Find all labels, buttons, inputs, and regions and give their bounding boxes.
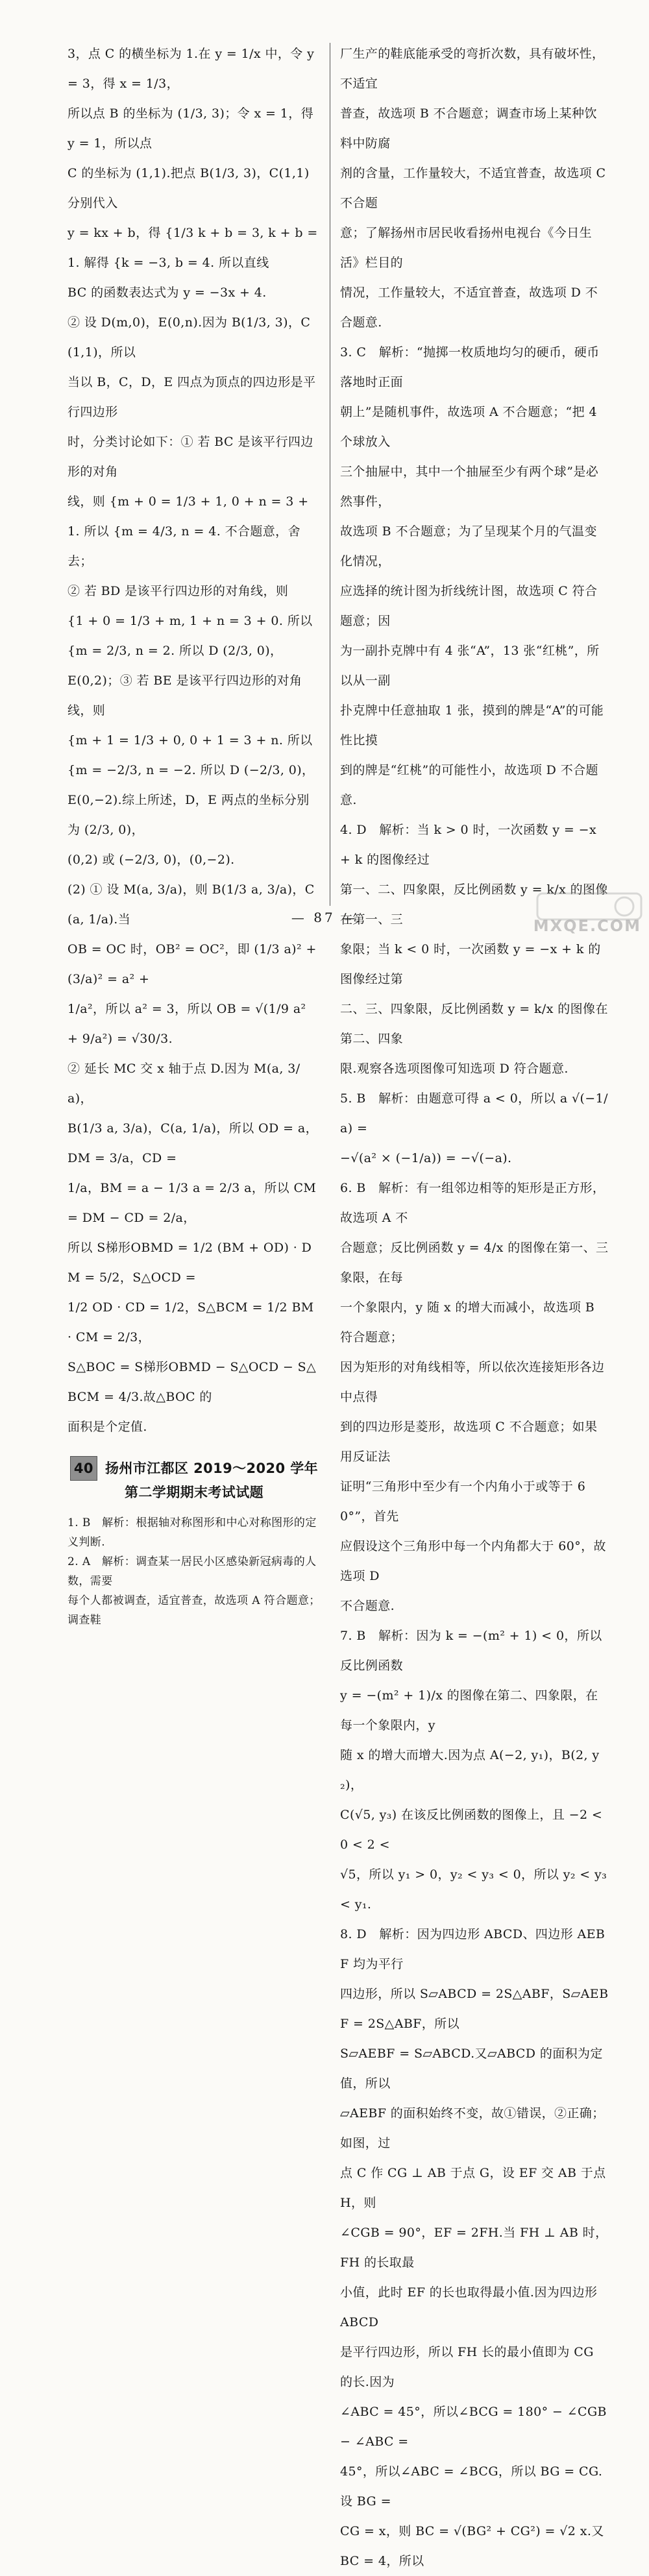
right-line: 8. D 解析：因为四边形 ABCD、四边形 AEBF 均为平行 — [340, 1927, 606, 1971]
right-line: 到的牌是“红桃”的可能性小，故选项 D 不合题意. — [340, 763, 598, 807]
right-column — [340, 39, 609, 2576]
section-number: 40 — [70, 1456, 97, 1481]
right-line: 证明“三角形中至少有一个内角小于或等于 60°”，首先 — [340, 1479, 586, 1524]
right-line: 二、三、四象限，反比例函数 y = k/x 的图像在第二、四象 — [340, 1002, 608, 1046]
right-line: 小值，此时 EF 的长也取得最小值.因为四边形 ABCD — [340, 2285, 598, 2329]
right-line: 应假设这个三角形中每一个内角都大于 60°，故选项 D — [340, 1539, 606, 1583]
left-line: B(1/3 a, 3/a)，C(a, 1/a)，所以 OD = a，DM = 3/a，CD = — [67, 1121, 318, 1165]
section-heading — [67, 1456, 321, 1504]
right-line: ▱AEBF 的面积始终不变，故①错误，②正确；如图，过 — [340, 2106, 605, 2150]
left_answers-line: 2. A 解析：调查某一居民小区感染新冠病毒的人数，需要 — [67, 1555, 317, 1588]
left-line: ② 延长 MC 交 x 轴于点 D.因为 M(a, 3/a)， — [67, 1062, 300, 1106]
right-line: 7. B 解析：因为 k = −(m² + 1) < 0，所以反比例函数 — [340, 1629, 602, 1673]
left-answers — [67, 1513, 321, 1630]
left-line: E(0,2)；③ 若 BE 是该平行四边形的对角线，则 — [67, 674, 302, 718]
left-line: 3，点 C 的横坐标为 1.在 y = 1/x 中，令 y = 3，得 x = 1/3， — [67, 47, 315, 91]
right-line: 普查，故选项 B 不合题意；调查市场上某种饮料中防腐 — [340, 106, 597, 151]
right-line: 朝上”是随机事件，故选项 A 不合题意；“把 4 个球放入 — [340, 405, 597, 449]
right-line: CG = x，则 BC = √(BG² + CG²) = √2 x.又 BC = 4，所以 — [340, 2524, 604, 2568]
right-line: 5. B 解析：由题意可得 a < 0，所以 a √(−1/a) = — [340, 1091, 608, 1136]
right-line: y = −(m² + 1)/x 的图像在第二、四象限，在每一个象限内，y — [340, 1688, 598, 1732]
left-column — [67, 39, 321, 1630]
right-line: 因为矩形的对角线相等，所以依次连接矩形各边中点得 — [340, 1360, 605, 1404]
left-line: E(0,−2).综上所述，D，E 两点的坐标分别为 (2/3, 0)， — [67, 793, 310, 837]
right-line: 厂生产的鞋底能承受的弯折次数，具有破坏性，不适宜 — [340, 47, 605, 91]
left-line: {m + 1 = 1/3 + 0, 0 + 1 = 3 + n. 所以 {m = −2/3, n = −2. 所以 D (−2/3, 0)， — [67, 733, 315, 777]
page-number: — 87 — — [291, 910, 358, 925]
section-title-line2: 第二学期期末考试试题 — [125, 1485, 263, 1500]
left-line: 线，则 {m + 0 = 1/3 + 1, 0 + n = 3 + 1. 所以 {m = 4/3, n = 4. 不合题意，舍去； — [67, 494, 309, 568]
left-line: OB = OC 时，OB² = OC²，即 (1/3 a)² + (3/a)² = a² + — [67, 942, 317, 986]
left-line: 1/a²，所以 a² = 3，所以 OB = √(1/9 a² + 9/a²) = √30/3. — [67, 1002, 306, 1046]
left-body — [67, 39, 321, 1442]
left-line: 当以 B，C，D，E 四点为顶点的四边形是平行四边形 — [67, 375, 316, 419]
right-line: 随 x 的增大而增大.因为点 A(−2, y₁)，B(2, y₂)， — [340, 1748, 600, 1792]
left-line: BC 的函数表达式为 y = −3x + 4. — [67, 286, 267, 300]
left-line: 时，分类讨论如下：① 若 BC 是该平行四边形的对角 — [67, 435, 313, 479]
left-line: y = kx + b，得 {1/3 k + b = 3, k + b = 1. 解得 {k = −3, b = 4. 所以直线 — [67, 226, 318, 270]
left-line: 所以点 B 的坐标为 (1/3, 3)；令 x = 1，得 y = 1，所以点 — [67, 106, 314, 151]
right-line: 第一、二、四象限，反比例函数 y = k/x 的图像在第一、三 — [340, 882, 608, 927]
right-body — [340, 39, 609, 2576]
left-line: 面积是个定值. — [67, 1420, 147, 1434]
right-line: 三个抽屉中，其中一个抽屉至少有两个球”是必然事件， — [340, 465, 599, 509]
right-line: −√(a² × (−1/a)) = −√(−a). — [340, 1151, 512, 1165]
left-line: {1 + 0 = 1/3 + m, 1 + n = 3 + 0. 所以 {m = 2/3, n = 2. 所以 D (2/3, 0)， — [67, 614, 313, 658]
left-line: 所以 S梯形OBMD = 1/2 (BM + OD) · DM = 5/2，S△OCD = — [67, 1241, 312, 1285]
right-line: 四边形，所以 S▱ABCD = 2S△ABF，S▱AEBF = 2S△ABF，所以 — [340, 1987, 609, 2031]
right-line: 4. D 解析：当 k > 0 时，一次函数 y = −x + k 的图像经过 — [340, 823, 597, 867]
right-line: 情况，工作量较大，不适宜普查，故选项 D 不合题意. — [340, 286, 598, 330]
left-line: ② 设 D(m,0)，E(0,n).因为 B(1/3, 3)，C(1,1)，所以 — [67, 315, 311, 359]
right-line: 应选择的统计图为折线统计图，故选项 C 符合题意；因 — [340, 584, 598, 628]
right-line: S▱AEBF = S▱ABCD.又▱ABCD 的面积为定值，所以 — [340, 2047, 603, 2091]
left-line: (0,2) 或 (−2/3, 0)，(0,−2). — [67, 853, 235, 867]
right-line: 故选项 B 不合题意；为了呈现某个月的气温变化情况， — [340, 524, 597, 568]
right-line: 限.观察各选项图像可知选项 D 符合题意. — [340, 1062, 569, 1076]
right-line: 6. B 解析：有一组邻边相等的矩形是正方形，故选项 A 不 — [340, 1181, 606, 1225]
section-title-line1: 扬州市江都区 2019～2020 学年 — [104, 1461, 319, 1476]
left_answers-line: 每个人都被调查，适宜普查，故选项 A 符合题意；调查鞋 — [67, 1594, 321, 1627]
right-line: ∠CGB = 90°，EF = 2FH.当 FH ⊥ AB 时，FH 的长取最 — [340, 2226, 608, 2270]
left-line: 1/a，BM = a − 1/3 a = 2/3 a，所以 CM = DM − CD = 2/a， — [67, 1181, 317, 1225]
right-line: 象限；当 k < 0 时，一次函数 y = −x + k 的图像经过第 — [340, 942, 601, 986]
right-line: 剂的含量，工作量较大，不适宜普查，故选项 C 不合题 — [340, 166, 606, 210]
right-line: 意；了解扬州市居民收看扬州电视台《今日生活》栏目的 — [340, 226, 593, 270]
right-line: 合题意；反比例函数 y = 4/x 的图像在第一、三象限，在每 — [340, 1241, 609, 1285]
right-line: 是平行四边形，所以 FH 长的最小值即为 CG 的长.因为 — [340, 2345, 594, 2389]
watermark-text: MXQE.COM — [533, 917, 641, 935]
left-line: 1/2 OD · CD = 1/2，S△BCM = 1/2 BM · CM = 2/3， — [67, 1300, 314, 1344]
right-line: 为一副扑克牌中有 4 张“A”，13 张“红桃”，所以从一副 — [340, 644, 600, 688]
left-line: S△BOC = S梯形OBMD − S△OCD − S△BCM = 4/3.故△BOC 的 — [67, 1360, 317, 1404]
left-line: (2) ① 设 M(a, 3/a)，则 B(1/3 a, 3/a)，C(a, 1/a).当 — [67, 882, 315, 927]
right-line: 到的四边形是菱形，故选项 C 不合题意；如果用反证法 — [340, 1420, 598, 1464]
right-line: C(√5, y₃) 在该反比例函数的图像上，且 −2 < 0 < 2 < — [340, 1808, 603, 1852]
right-line: 45°，所以∠ABC = ∠BCG，所以 BG = CG.设 BG = — [340, 2464, 603, 2509]
left-line: C 的坐标为 (1,1).把点 B(1/3, 3)，C(1,1) 分别代入 — [67, 166, 310, 210]
right-line: 不合题意. — [340, 1599, 395, 1613]
right-line: 3. C 解析：“抛掷一枚质地均匀的硬币，硬币落地时正面 — [340, 345, 600, 389]
right-line: √5，所以 y₁ > 0，y₂ < y₃ < 0，所以 y₂ < y₃ < y₁. — [340, 1867, 607, 1912]
right-line: 点 C 作 CG ⊥ AB 于点 G，设 EF 交 AB 于点 H，则 — [340, 2166, 606, 2210]
left_answers-line: 1. B 解析：根据轴对称图形和中心对称图形的定义判断. — [67, 1516, 317, 1549]
left-line: ② 若 BD 是该平行四边形的对角线，则 — [67, 584, 289, 598]
right-line: ∠ABC = 45°，所以∠BCG = 180° − ∠CGB − ∠ABC = — [340, 2405, 607, 2449]
right-line: 一个象限内，y 随 x 的增大而减小，故选项 B 符合题意； — [340, 1300, 595, 1344]
right-line: 扑克牌中任意抽取 1 张，摸到的牌是“A”的可能性比摸 — [340, 703, 604, 747]
